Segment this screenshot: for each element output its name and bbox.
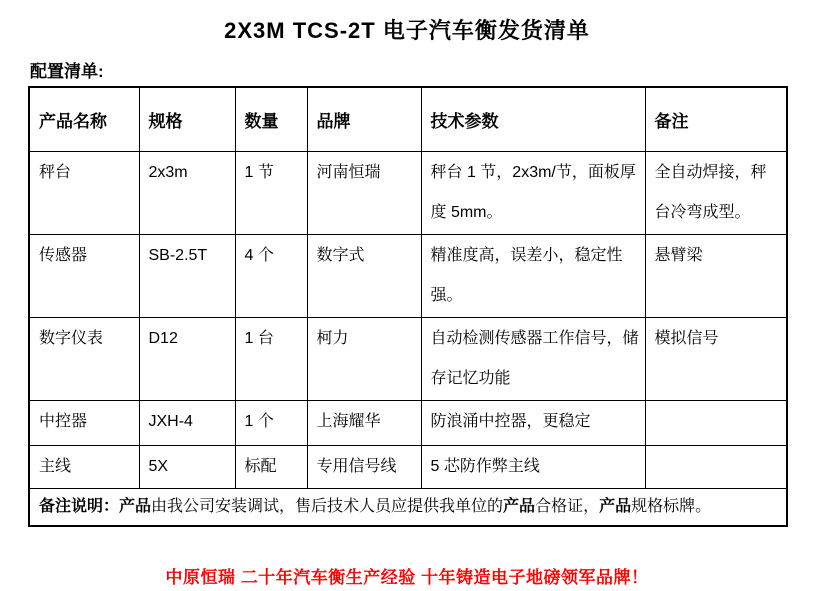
table-cell: 传感器 [29, 234, 139, 317]
header-cell: 品牌 [307, 87, 421, 151]
table-cell: 2x3m [139, 151, 235, 234]
table-cell: 标配 [235, 445, 307, 488]
table-row [29, 151, 787, 234]
table-cell: 4 个 [235, 234, 307, 317]
header-cell: 规格 [139, 87, 235, 151]
table-cell: 自动检测传感器工作信号，储存记忆功能 [421, 317, 645, 400]
table-cell: 模拟信号 [645, 317, 787, 400]
table-cell: 河南恒瑞 [307, 151, 421, 234]
shipping-list-table [28, 86, 788, 527]
table-row [29, 445, 787, 488]
note-text-segment: 规格标牌。 [631, 497, 712, 515]
note-text-segment: 由我公司安装调试，售后技术人员应提供我单位的 [151, 497, 504, 515]
header-cell: 技术参数 [421, 87, 645, 151]
table-cell [645, 400, 787, 445]
table-cell: 1 个 [235, 400, 307, 445]
footer-slogan: 中原恒瑞 二十年汽车衡生产经验 十年铸造电子地磅领军品牌！ [165, 568, 649, 587]
table-cell: 精准度高，误差小，稳定性强。 [421, 234, 645, 317]
section-label: 配置清单: [30, 62, 104, 81]
table-cell: 秤台 1 节，2x3m/节，面板厚度 5mm。 [421, 151, 645, 234]
table-cell: 专用信号线 [307, 445, 421, 488]
table-cell: 柯力 [307, 317, 421, 400]
table-cell: 1 节 [235, 151, 307, 234]
table-cell: 秤台 [29, 151, 139, 234]
table-cell: 上海耀华 [307, 400, 421, 445]
note-text-segment: 合格证， [535, 497, 600, 515]
table-cell: 数字仪表 [29, 317, 139, 400]
header-cell: 备注 [645, 87, 787, 151]
table-cell: 5X [139, 445, 235, 488]
header-cell: 产品名称 [29, 87, 139, 151]
document-page [0, 14, 814, 588]
note-text-segment: 产品 [599, 497, 632, 515]
note-text-segment: 产品 [503, 497, 536, 515]
table-cell: JXH-4 [139, 400, 235, 445]
table-cell: 中控器 [29, 400, 139, 445]
note-text-segment: 备注说明： [39, 497, 120, 515]
table-row [29, 317, 787, 400]
note-row [29, 488, 787, 526]
table-header-row [29, 87, 787, 151]
table-row [29, 234, 787, 317]
table-cell: 数字式 [307, 234, 421, 317]
note-text-segment: 产品 [119, 497, 152, 515]
document-title: 2X3M TCS-2T 电子汽车衡发货清单 [224, 18, 590, 43]
table-cell: 全自动焊接，秤台冷弯成型。 [645, 151, 787, 234]
table-cell: 悬臂梁 [645, 234, 787, 317]
note-cell [29, 488, 787, 526]
table-cell: 5 芯防作弊主线 [421, 445, 645, 488]
table-cell: 主线 [29, 445, 139, 488]
table-row [29, 400, 787, 445]
table-cell: 1 台 [235, 317, 307, 400]
table-cell: SB-2.5T [139, 234, 235, 317]
table-cell [645, 445, 787, 488]
header-cell: 数量 [235, 87, 307, 151]
table-cell: D12 [139, 317, 235, 400]
table-cell: 防浪涌中控器，更稳定 [421, 400, 645, 445]
